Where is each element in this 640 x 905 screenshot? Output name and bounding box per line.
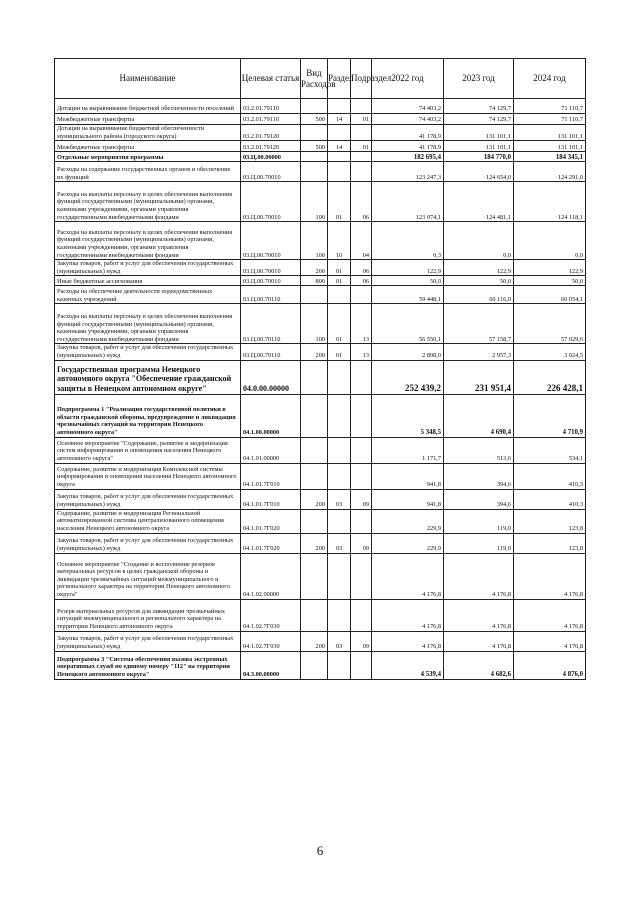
cell-razdel: 01 xyxy=(328,260,351,276)
header-exp-type: Вид Расходов xyxy=(301,59,328,99)
cell-razdel xyxy=(328,152,351,162)
cell-y2022: 4 539,4 xyxy=(372,651,444,679)
table-row xyxy=(55,360,586,394)
cell-podrazdel: 09 xyxy=(351,631,372,651)
table-row xyxy=(55,599,586,631)
cell-y2024: 4 710,9 xyxy=(514,394,586,437)
cell-y2024: 0,0 xyxy=(514,222,586,260)
cell-razdel: 01 xyxy=(328,182,351,222)
cell-article: 03.2.01.79120 xyxy=(241,125,301,141)
cell-article: 03.Ц.00.70110 xyxy=(241,344,301,360)
table-row xyxy=(55,260,586,276)
cell-y2022: 4 176,8 xyxy=(372,631,444,651)
cell-y2024: 123,8 xyxy=(514,533,586,553)
table-row xyxy=(55,394,586,437)
cell-y2023: 131 101,1 xyxy=(444,125,514,141)
cell-podrazdel xyxy=(351,437,372,463)
cell-razdel xyxy=(328,599,351,631)
cell-name: Основное мероприятие "Содержание, развитие и модернизация систем информирования и оповещения населения Ненецкого автономного округа" xyxy=(55,437,241,463)
cell-name: Подпрограмма 1 "Реализация государственной политики в области гражданской обороны, предупреждение и ликвидация чрезвычайных ситуаций на территории Ненецкого автономного округа" xyxy=(55,394,241,437)
cell-article: 03.Ц.00.70010 xyxy=(241,182,301,222)
table-row xyxy=(55,99,586,114)
cell-article: 03.2.01.79110 xyxy=(241,99,301,114)
cell-podrazdel: 06 xyxy=(351,260,372,276)
cell-vid: 200 xyxy=(301,344,328,360)
cell-razdel xyxy=(328,99,351,114)
cell-podrazdel xyxy=(351,394,372,437)
cell-podrazdel xyxy=(351,360,372,394)
cell-podrazdel: 13 xyxy=(351,344,372,360)
table-row xyxy=(55,162,586,182)
cell-vid: 800 xyxy=(301,276,328,286)
cell-name: Дотации на выравнивание бюджетной обеспеченности поселений xyxy=(55,99,241,114)
table-row xyxy=(55,553,586,599)
header-article: Целевая статья xyxy=(241,59,301,99)
cell-y2023: 131 101,1 xyxy=(444,141,514,152)
cell-y2024: 124 118,1 xyxy=(514,182,586,222)
cell-article: 03.2.01.79120 xyxy=(241,141,301,152)
cell-y2024: 131 101,1 xyxy=(514,141,586,152)
cell-y2024: 534,1 xyxy=(514,437,586,463)
cell-y2023: 0,0 xyxy=(444,222,514,260)
cell-vid xyxy=(301,553,328,599)
cell-razdel xyxy=(328,553,351,599)
cell-y2022: 252 439,2 xyxy=(372,360,444,394)
cell-y2022: 59 448,1 xyxy=(372,286,444,304)
cell-name: Межбюджетные трансферты xyxy=(55,141,241,152)
cell-vid xyxy=(301,125,328,141)
table-row xyxy=(55,152,586,162)
cell-razdel xyxy=(328,162,351,182)
cell-vid xyxy=(301,162,328,182)
cell-razdel xyxy=(328,394,351,437)
cell-razdel: 03 xyxy=(328,631,351,651)
cell-podrazdel xyxy=(351,599,372,631)
cell-y2022: 0,3 xyxy=(372,222,444,260)
table-row xyxy=(55,489,586,509)
cell-y2022: 941,8 xyxy=(372,463,444,489)
cell-y2022: 50,0 xyxy=(372,276,444,286)
cell-y2022: 74 403,2 xyxy=(372,99,444,114)
cell-podrazdel: 01 xyxy=(351,141,372,152)
cell-y2024: 4 876,0 xyxy=(514,651,586,679)
table-row xyxy=(55,141,586,152)
cell-y2022: 74 403,2 xyxy=(372,114,444,125)
cell-name: Закупка товаров, работ и услуг для обеспечения государственных (муниципальных) нужд xyxy=(55,260,241,276)
cell-podrazdel: 06 xyxy=(351,276,372,286)
cell-y2022: 56 550,1 xyxy=(372,304,444,344)
cell-y2023: 2 957,3 xyxy=(444,344,514,360)
cell-y2024: 60 054,1 xyxy=(514,286,586,304)
cell-name: Иные бюджетные ассигнования xyxy=(55,276,241,286)
cell-y2022: 41 178,9 xyxy=(372,141,444,152)
cell-y2023: 4 176,8 xyxy=(444,631,514,651)
cell-razdel xyxy=(328,651,351,679)
cell-article: 03.2.01.79110 xyxy=(241,114,301,125)
cell-y2024: 71 110,7 xyxy=(514,114,586,125)
cell-y2022: 1 171,7 xyxy=(372,437,444,463)
cell-y2024: 410,3 xyxy=(514,489,586,509)
cell-name: Межбюджетные трансферты xyxy=(55,114,241,125)
cell-y2023: 119,0 xyxy=(444,509,514,533)
cell-y2024: 50,0 xyxy=(514,276,586,286)
table-row xyxy=(55,304,586,344)
cell-podrazdel: 06 xyxy=(351,182,372,222)
cell-y2022: 4 176,8 xyxy=(372,599,444,631)
cell-podrazdel xyxy=(351,509,372,533)
cell-razdel xyxy=(328,437,351,463)
cell-razdel xyxy=(328,509,351,533)
cell-razdel: 01 xyxy=(328,344,351,360)
cell-vid: 500 xyxy=(301,114,328,125)
cell-razdel: 01 xyxy=(328,304,351,344)
cell-vid xyxy=(301,152,328,162)
cell-y2022: 2 898,0 xyxy=(372,344,444,360)
cell-vid xyxy=(301,509,328,533)
cell-y2024: 131 101,1 xyxy=(514,125,586,141)
cell-vid xyxy=(301,99,328,114)
cell-y2024: 71 110,7 xyxy=(514,99,586,114)
cell-name: Расходы на обеспечение деятельности подведомственных казенных учреждений xyxy=(55,286,241,304)
cell-article: 03.Ц.00.70010 xyxy=(241,222,301,260)
cell-y2023: 4 176,8 xyxy=(444,553,514,599)
cell-article: 04.1.02.00000 xyxy=(241,553,301,599)
cell-razdel xyxy=(328,463,351,489)
cell-y2022: 182 695,4 xyxy=(372,152,444,162)
cell-article: 04.1.01.00000 xyxy=(241,437,301,463)
cell-razdel: 14 xyxy=(328,141,351,152)
cell-y2023: 184 770,0 xyxy=(444,152,514,162)
cell-podrazdel xyxy=(351,286,372,304)
cell-article: 04.3.00.00000 xyxy=(241,651,301,679)
cell-razdel xyxy=(328,125,351,141)
cell-vid xyxy=(301,360,328,394)
cell-y2022: 5 348,5 xyxy=(372,394,444,437)
cell-vid xyxy=(301,437,328,463)
cell-name: Расходы на содержание государственных органов и обеспечение их функций xyxy=(55,162,241,182)
cell-y2023: 50,0 xyxy=(444,276,514,286)
table-row xyxy=(55,631,586,651)
cell-razdel xyxy=(328,286,351,304)
cell-podrazdel: 04 xyxy=(351,222,372,260)
cell-podrazdel xyxy=(351,99,372,114)
cell-y2024: 4 176,8 xyxy=(514,553,586,599)
cell-vid: 200 xyxy=(301,533,328,553)
header-subsection: Подраздел xyxy=(351,59,372,99)
cell-vid xyxy=(301,651,328,679)
cell-y2023: 74 129,7 xyxy=(444,114,514,125)
cell-article: 04.1.01.7Г020 xyxy=(241,533,301,553)
cell-name: Расходы на выплаты персоналу в целях обеспечения выполнения функций государственными (муниципальными) органами, казенными учреждениями, органами управления государственными внебюджетными фондами xyxy=(55,304,241,344)
cell-name: Отдельные мероприятия программы xyxy=(55,152,241,162)
cell-vid: 200 xyxy=(301,260,328,276)
cell-razdel: 14 xyxy=(328,114,351,125)
cell-y2024: 4 176,8 xyxy=(514,631,586,651)
cell-article: 03.Ц.00.70010 xyxy=(241,260,301,276)
cell-podrazdel xyxy=(351,463,372,489)
table-row xyxy=(55,286,586,304)
cell-y2023: 513,6 xyxy=(444,437,514,463)
cell-y2022: 41 178,9 xyxy=(372,125,444,141)
header-section: Раздел xyxy=(328,59,351,99)
cell-y2023: 74 129,7 xyxy=(444,99,514,114)
table-row xyxy=(55,114,586,125)
cell-razdel: 03 xyxy=(328,489,351,509)
cell-name: Закупка товаров, работ и услуг для обеспечения государственных (муниципальных) нужд xyxy=(55,344,241,360)
cell-name: Содержание, развитие и модернизация Комплексной системы информирования и оповещения населения Ненецкого автономного округа xyxy=(55,463,241,489)
cell-razdel xyxy=(328,360,351,394)
cell-podrazdel: 09 xyxy=(351,533,372,553)
cell-name: Основное мероприятие "Создание и восполнение резервов материальных ресурсов в целях гражданской обороны и ликвидации чрезвычайных ситуаций межмуниципального и регионального характера на территории Ненецкого автономного округа" xyxy=(55,553,241,599)
cell-article: 04.1.01.7Г020 xyxy=(241,509,301,533)
cell-y2024: 4 176,8 xyxy=(514,599,586,631)
cell-vid xyxy=(301,286,328,304)
cell-y2024: 226 428,1 xyxy=(514,360,586,394)
cell-y2023: 57 158,7 xyxy=(444,304,514,344)
cell-podrazdel: 09 xyxy=(351,489,372,509)
cell-vid xyxy=(301,394,328,437)
table-row xyxy=(55,533,586,553)
cell-y2023: 4 682,6 xyxy=(444,651,514,679)
cell-y2024: 57 029,6 xyxy=(514,304,586,344)
table-body xyxy=(55,99,586,680)
cell-podrazdel xyxy=(351,651,372,679)
cell-razdel: 10 xyxy=(328,222,351,260)
cell-vid: 100 xyxy=(301,304,328,344)
cell-vid xyxy=(301,599,328,631)
table-row xyxy=(55,182,586,222)
cell-name: Дотации на выравнивание бюджетной обеспеченности муниципального района (городского округа) xyxy=(55,125,241,141)
table-row xyxy=(55,276,586,286)
budget-table xyxy=(54,58,586,680)
cell-y2022: 229,9 xyxy=(372,509,444,533)
header-2024: 2024 год xyxy=(514,59,586,99)
cell-y2023: 231 951,4 xyxy=(444,360,514,394)
cell-y2024: 3 024,5 xyxy=(514,344,586,360)
cell-article: 03.Ц.00.70110 xyxy=(241,286,301,304)
cell-name: Государственная программа Ненецкого автономного округа "Обеспечение гражданской защиты в Ненецком автономном округе" xyxy=(55,360,241,394)
cell-y2022: 4 176,8 xyxy=(372,553,444,599)
table-row xyxy=(55,463,586,489)
cell-y2024: 122,9 xyxy=(514,260,586,276)
cell-podrazdel: 13 xyxy=(351,304,372,344)
cell-vid: 500 xyxy=(301,141,328,152)
cell-article: 03.Ц.00.70010 xyxy=(241,162,301,182)
table-row xyxy=(55,344,586,360)
cell-name: Резерв материальных ресурсов для ликвидации чрезвычайных ситуаций межмуниципального и регионального характера на территории Ненецкого автономного округа xyxy=(55,599,241,631)
cell-name: Расходы на выплаты персоналу в целях обеспечения выполнения функций государственными (муниципальными) органами, казенными учреждениями, органами управления государственными внебюджетными фондами xyxy=(55,182,241,222)
cell-y2024: 124 291,0 xyxy=(514,162,586,182)
cell-vid: 100 xyxy=(301,182,328,222)
cell-article: 04.1.02.7Г030 xyxy=(241,599,301,631)
cell-y2023: 394,6 xyxy=(444,463,514,489)
cell-y2022: 123 247,3 xyxy=(372,162,444,182)
cell-name: Содержание, развитие и модернизация Региональной автоматизированной системы централизованного оповещения населения Ненецкого автономного округа xyxy=(55,509,241,533)
cell-article: 03.Ц.00.70010 xyxy=(241,276,301,286)
cell-podrazdel xyxy=(351,152,372,162)
cell-podrazdel xyxy=(351,125,372,141)
page-number: 6 xyxy=(316,843,324,858)
cell-article: 04.0.00.00000 xyxy=(241,360,301,394)
cell-name: Подпрограмма 3 "Система обеспечения вызова экстренных оперативных служб по единому номеру "112" на территории Ненецкого автономного округа" xyxy=(55,651,241,679)
cell-y2024: 123,8 xyxy=(514,509,586,533)
cell-y2023: 119,0 xyxy=(444,533,514,553)
cell-podrazdel xyxy=(351,553,372,599)
cell-name: Расходы на выплаты персоналу в целях обеспечения выполнения функций государственными (муниципальными) органами, казенными учреждениями, органами управления государственными внебюджетными фондами xyxy=(55,222,241,260)
cell-y2022: 229,9 xyxy=(372,533,444,553)
cell-name: Закупка товаров, работ и услуг для обеспечения государственных (муниципальных) нужд xyxy=(55,533,241,553)
cell-podrazdel: 01 xyxy=(351,114,372,125)
cell-razdel: 01 xyxy=(328,276,351,286)
cell-y2023: 60 116,0 xyxy=(444,286,514,304)
table-row xyxy=(55,651,586,679)
cell-name: Закупка товаров, работ и услуг для обеспечения государственных (муниципальных) нужд xyxy=(55,631,241,651)
table-row xyxy=(55,437,586,463)
cell-y2024: 410,3 xyxy=(514,463,586,489)
table-row xyxy=(55,509,586,533)
header-2023: 2023 год xyxy=(444,59,514,99)
cell-y2022: 941,8 xyxy=(372,489,444,509)
cell-y2023: 4 176,8 xyxy=(444,599,514,631)
cell-razdel: 03 xyxy=(328,533,351,553)
cell-vid: 100 xyxy=(301,222,328,260)
cell-y2023: 394,6 xyxy=(444,489,514,509)
cell-article: 03.Ц.00.70110 xyxy=(241,304,301,344)
header-2022: 2022 год xyxy=(372,59,444,99)
table-row xyxy=(55,222,586,260)
cell-article: 04.1.00.00000 xyxy=(241,394,301,437)
header-name: Наименование xyxy=(55,59,241,99)
cell-article: 04.1.02.7Г030 xyxy=(241,631,301,651)
cell-y2023: 122,9 xyxy=(444,260,514,276)
table-row xyxy=(55,125,586,141)
cell-podrazdel xyxy=(351,162,372,182)
cell-y2023: 4 690,4 xyxy=(444,394,514,437)
cell-y2023: 124 481,1 xyxy=(444,182,514,222)
cell-article: 04.1.01.7Г010 xyxy=(241,489,301,509)
cell-y2023: 124 654,0 xyxy=(444,162,514,182)
header-row xyxy=(55,59,586,99)
cell-y2022: 123 074,1 xyxy=(372,182,444,222)
cell-vid: 200 xyxy=(301,631,328,651)
cell-y2022: 122,9 xyxy=(372,260,444,276)
cell-article: 04.1.01.7Г010 xyxy=(241,463,301,489)
cell-y2024: 184 345,1 xyxy=(514,152,586,162)
cell-vid xyxy=(301,463,328,489)
cell-vid: 200 xyxy=(301,489,328,509)
cell-name: Закупка товаров, работ и услуг для обеспечения государственных (муниципальных) нужд xyxy=(55,489,241,509)
cell-article: 03.Ц.00.00000 xyxy=(241,152,301,162)
